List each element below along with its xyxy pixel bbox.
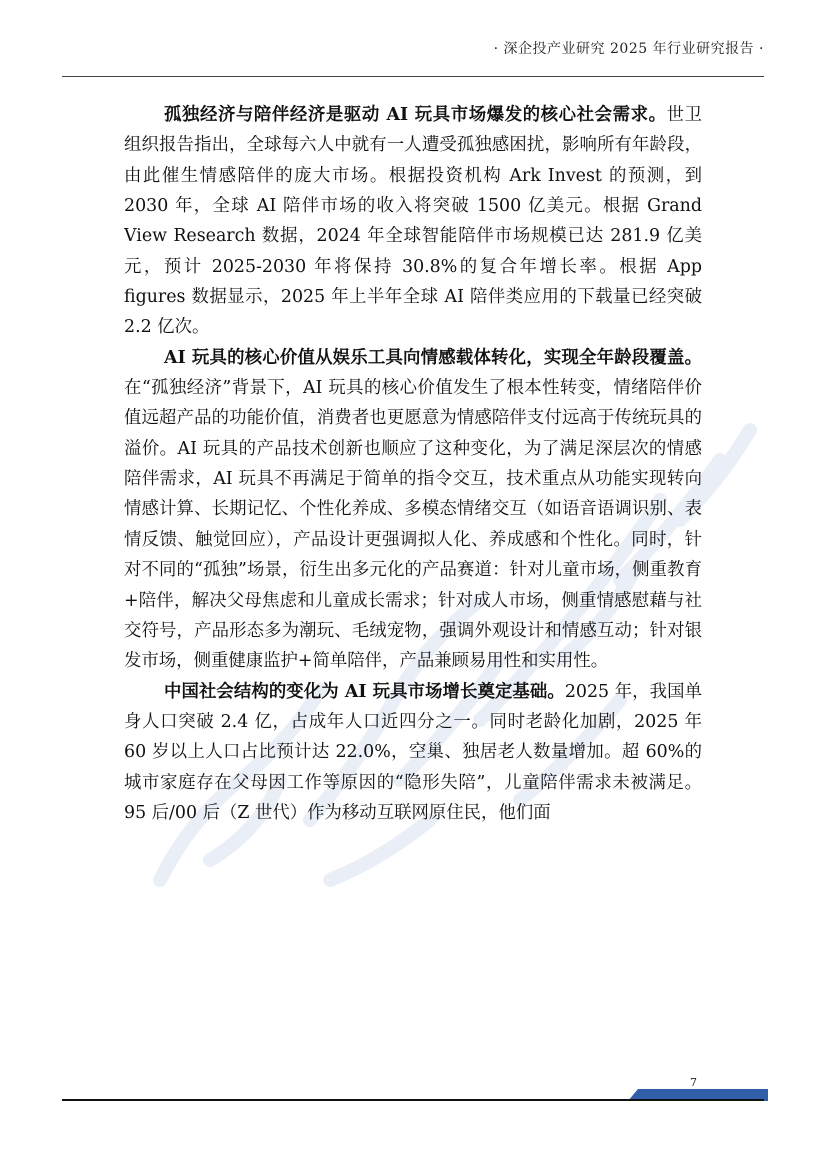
paragraph-text: 世卫组织报告指出，全球每六人中就有一人遭受孤独感困扰，影响所有年龄段，由此催生情感陪伴的庞大市场。根据投资机构 Ark Invest 的预测，到 2030 年，全球 AI 陪伴市场的收入将突破 1500 亿美元。根据 Grand View Research 数据，2024 年全球智能陪伴市场规模已达 281.9 亿美元，预计 2025-2030 年将保持 30.8%的复合年增长率。根据 App figures 数据显示，2025 年上半年全球 AI 陪伴类应用的下载量已经突破 2.2 亿次。 <box>124 105 702 338</box>
paragraph-text: 2025 年，我国单身人口突破 2.4 亿，占成年人口近四分之一。同时老龄化加剧，2025 年 60 岁以上人口占比预计达 22.0%，空巢、独居老人数量增加。超 60%的城市家庭存在父母因工作等原因的“隐形失陪”，儿童陪伴需求未被满足。95 后/00 后（Z 世代）作为移动互联网原住民，他们面 <box>124 681 702 823</box>
page-number: 7 <box>690 1076 697 1089</box>
paragraph-lead: AI 玩具的核心价值从娱乐工具向情感载体转化，实现全年龄段覆盖。 <box>164 347 702 368</box>
paragraph-lead: 孤独经济与陪伴经济是驱动 AI 玩具市场爆发的核心社会需求。 <box>164 105 667 125</box>
header-divider <box>62 76 764 77</box>
paragraph-text: 在“孤独经济”背景下，AI 玩具的核心价值发生了根本性转变，情绪陪伴价值远超产品的功能价值，消费者也更愿意为情感陪伴支付远高于传统玩具的溢价。AI 玩具的产品技术创新也顺应了这种变化，为了满足深层次的情感陪伴需求，AI 玩具不再满足于简单的指令交互，技术重点从功能实现转向情感计算、长期记忆、个性化养成、多模态情绪交互（如语音语调识别、表情反馈、触觉回应），产品设计更强调拟人化、养成感和个性化。同时，针对不同的“孤独”场景，衍生出多元化的产品赛道：针对儿童市场，侧重教育+陪伴，解决父母焦虑和儿童成长需求；针对成人市场，侧重情感慰藉与社交符号，产品形态多为潮玩、毛绒宠物，强调外观设计和情感互动；针对银发市场，侧重健康监护+简单陪伴，产品兼顾易用性和实用性。 <box>124 378 702 672</box>
paragraph <box>124 100 702 343</box>
body-content <box>124 100 702 828</box>
running-header: · 深企投产业研究 2025 年行业研究报告 · <box>493 41 764 57</box>
paragraph <box>124 343 702 677</box>
paragraph <box>124 677 702 829</box>
footer-divider <box>62 1099 764 1101</box>
paragraph-lead: 中国社会结构的变化为 AI 玩具市场增长奠定基础。 <box>164 681 565 702</box>
